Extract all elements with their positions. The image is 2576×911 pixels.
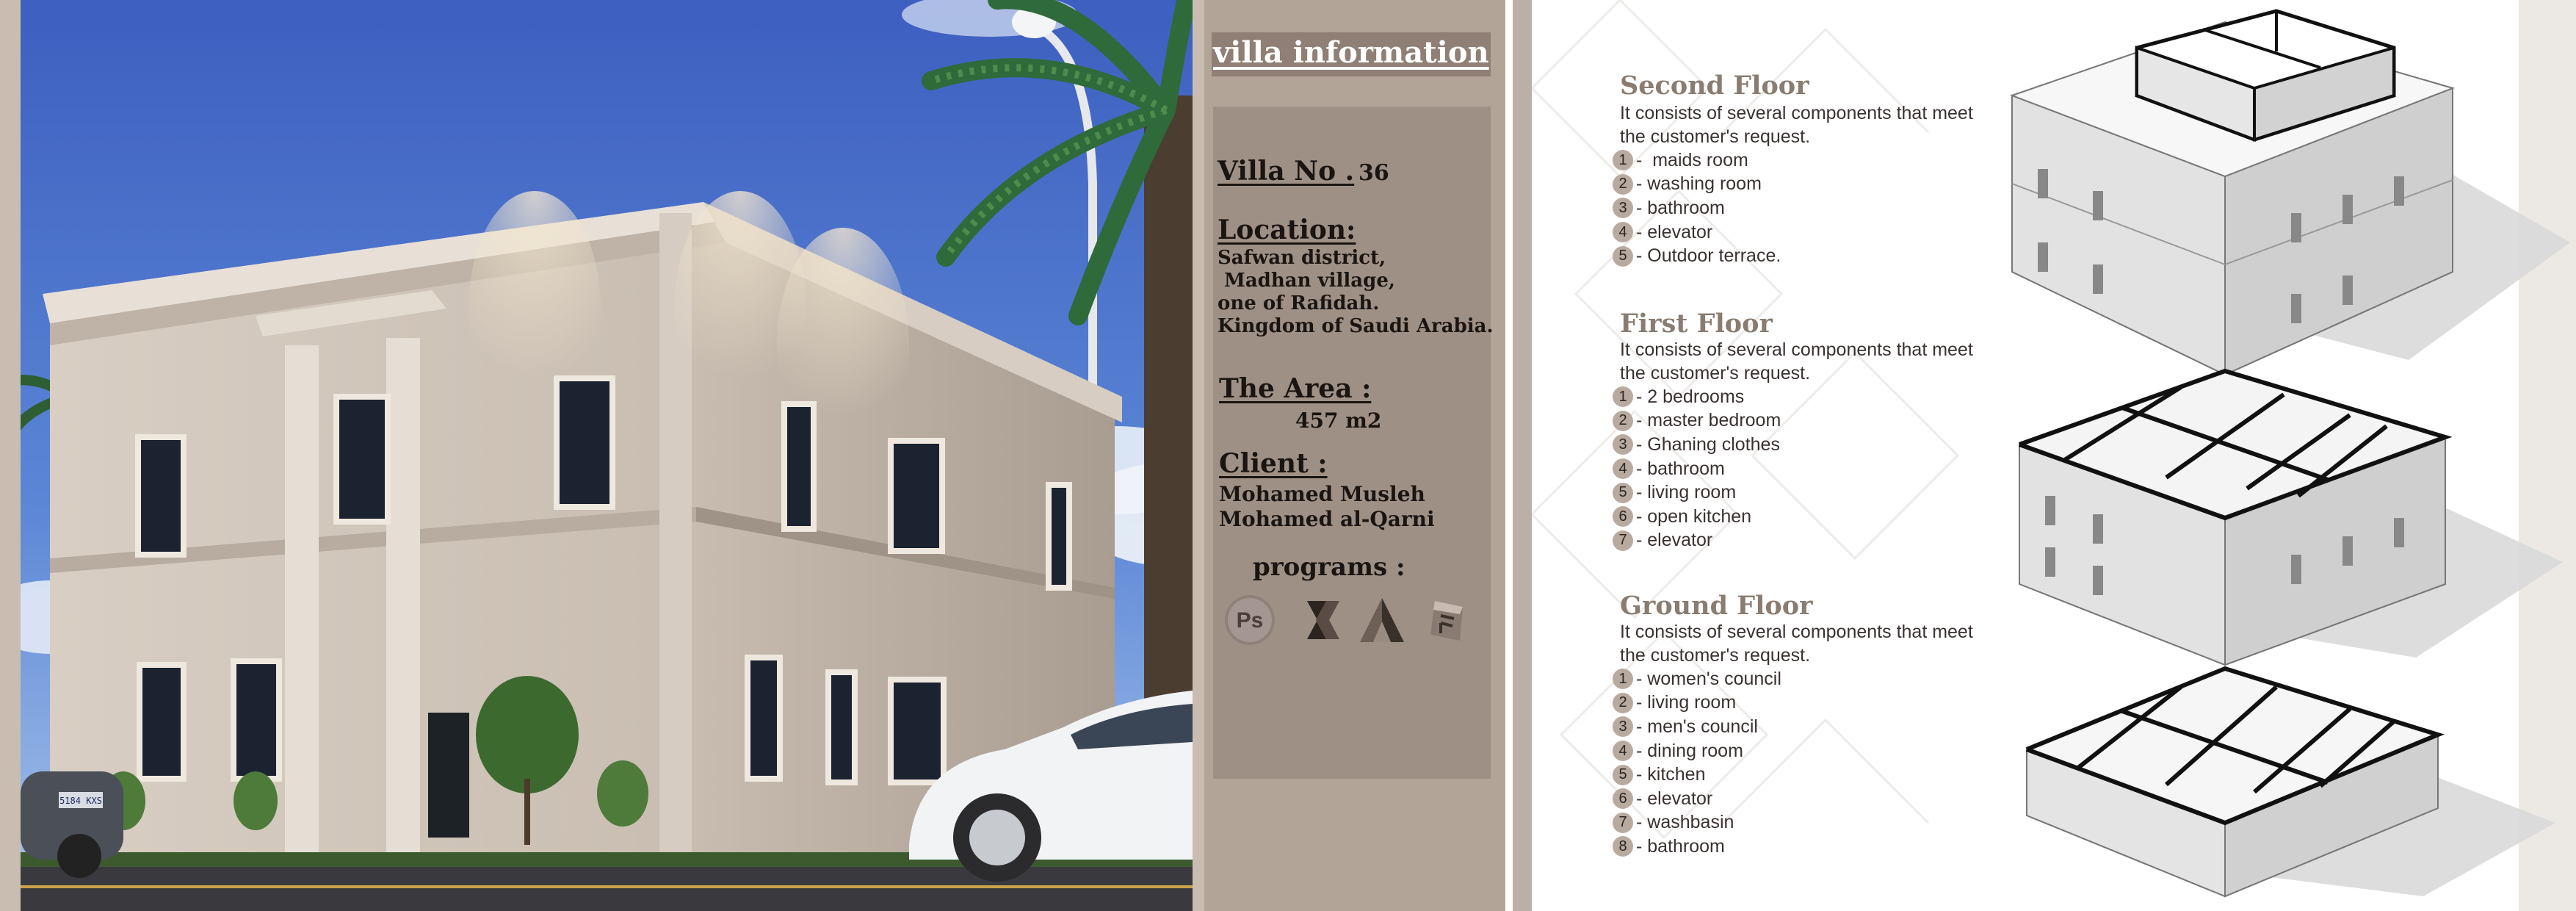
ground-floor-isometric [2012, 661, 2570, 904]
location-line: Safwan district, [1218, 247, 1386, 269]
item-number-badge: 4 [1613, 458, 1633, 479]
villa-number-value: 36 [1358, 160, 1389, 186]
second-floor-title: Second Floor [1620, 71, 1809, 101]
first-floor-isometric [2005, 364, 2576, 672]
list-item [1613, 148, 1781, 173]
enscape-icon [1297, 594, 1350, 647]
list-item [1613, 529, 1781, 553]
info-panel-inner [1213, 107, 1491, 779]
second-floor-isometric [1997, 7, 2576, 375]
item-number-badge: 5 [1613, 246, 1633, 267]
location-label: Location: [1218, 215, 1356, 245]
client-label: Client : [1219, 448, 1328, 479]
item-number-badge: 2 [1613, 693, 1633, 713]
item-text: - elevator [1636, 788, 1713, 809]
second-floor-description: It consists of several components that meet the customer's request. [1620, 103, 1973, 147]
item-text: - open kitchen [1636, 505, 1752, 527]
list-item [1613, 244, 1781, 268]
client-line: Mohamed al-Qarni [1219, 507, 1435, 531]
programs-label: programs : [1253, 552, 1405, 582]
license-plate-text: 5184 KXS [59, 796, 102, 806]
list-item [1613, 173, 1781, 197]
item-text: - Outdoor terrace. [1636, 245, 1781, 267]
ground-floor-list [1613, 667, 1781, 859]
item-number-badge: 1 [1613, 150, 1633, 170]
item-number-badge: 2 [1613, 411, 1633, 431]
item-text: - 2 bedrooms [1636, 386, 1745, 407]
villa-render-illustration [21, 0, 1193, 911]
item-text: - elevator [1636, 530, 1713, 551]
area-value: 457 m2 [1295, 408, 1382, 433]
sketchup-icon [1420, 594, 1473, 647]
list-item [1613, 739, 1781, 763]
client-line: Mohamed Musleh [1219, 482, 1425, 506]
list-item [1613, 811, 1781, 835]
location-line: Madhan village, [1218, 270, 1395, 292]
location-line: one of Rafidah. [1218, 292, 1380, 314]
item-number-badge: 4 [1613, 222, 1633, 242]
first-floor-title: First Floor [1620, 309, 1773, 339]
item-number-badge: 7 [1613, 813, 1633, 833]
client-lines [1219, 482, 1435, 532]
list-item [1613, 835, 1781, 859]
item-text: - bathroom [1636, 197, 1725, 218]
item-text: - living room [1636, 482, 1737, 503]
item-number-badge: 3 [1613, 716, 1633, 737]
item-number-badge: 5 [1613, 483, 1633, 503]
item-number-badge: 3 [1613, 198, 1633, 218]
item-text: - master bedroom [1636, 410, 1781, 431]
item-text: - washing room [1636, 173, 1762, 195]
photoshop-icon [1223, 594, 1276, 647]
list-item [1613, 385, 1781, 409]
list-item [1613, 196, 1781, 220]
item-text: - living room [1636, 692, 1737, 713]
item-text: - bathroom [1636, 458, 1725, 479]
first-floor-list [1613, 385, 1781, 552]
item-number-badge: 1 [1613, 386, 1633, 407]
info-title-band [1212, 32, 1491, 76]
photoshop-icon-label: Ps [1236, 608, 1264, 633]
item-number-badge: 6 [1613, 788, 1633, 809]
list-item [1613, 220, 1781, 245]
item-number-badge: 7 [1613, 530, 1633, 551]
item-number-badge: 5 [1613, 765, 1633, 785]
area-label: The Area : [1219, 373, 1372, 404]
item-number-badge: 4 [1613, 741, 1633, 761]
autocad-icon [1356, 594, 1408, 647]
item-number-badge: 8 [1613, 836, 1633, 857]
first-floor-description: It consists of several components that meet the customer's request. [1620, 339, 1973, 384]
list-item [1613, 433, 1781, 457]
info-title: villa information [1213, 35, 1489, 70]
item-number-badge: 3 [1613, 434, 1633, 455]
item-number-badge: 6 [1613, 506, 1633, 527]
item-text: - washbasin [1636, 812, 1734, 833]
item-number-badge: 2 [1613, 174, 1633, 195]
ground-floor-title: Ground Floor [1620, 591, 1813, 621]
item-number-badge: 1 [1613, 669, 1633, 689]
item-text: - men's council [1636, 716, 1758, 737]
item-text: - maids room [1636, 149, 1748, 170]
item-text: - women's council [1636, 668, 1781, 689]
item-text: - bathroom [1636, 835, 1725, 857]
list-item [1613, 480, 1781, 505]
item-text: - Ghaning clothes [1636, 433, 1780, 455]
item-text: - dining room [1636, 740, 1743, 761]
list-item [1613, 457, 1781, 481]
list-item [1613, 505, 1781, 529]
item-text: - elevator [1636, 221, 1713, 242]
location-lines [1218, 247, 1494, 338]
item-text: - kitchen [1636, 764, 1706, 785]
list-item [1613, 715, 1781, 739]
villa-number-label: Villa No . [1218, 156, 1355, 187]
list-item [1613, 667, 1781, 691]
right-panel-stripe [1513, 0, 1532, 911]
list-item [1613, 763, 1781, 787]
list-item [1613, 691, 1781, 716]
ground-floor-description: It consists of several components that meet the customer's request. [1620, 622, 1973, 666]
villa-exterior-render [21, 0, 1193, 911]
location-line: Kingdom of Saudi Arabia. [1218, 315, 1494, 337]
list-item [1613, 787, 1781, 811]
second-floor-list [1613, 148, 1781, 268]
list-item [1613, 409, 1781, 433]
